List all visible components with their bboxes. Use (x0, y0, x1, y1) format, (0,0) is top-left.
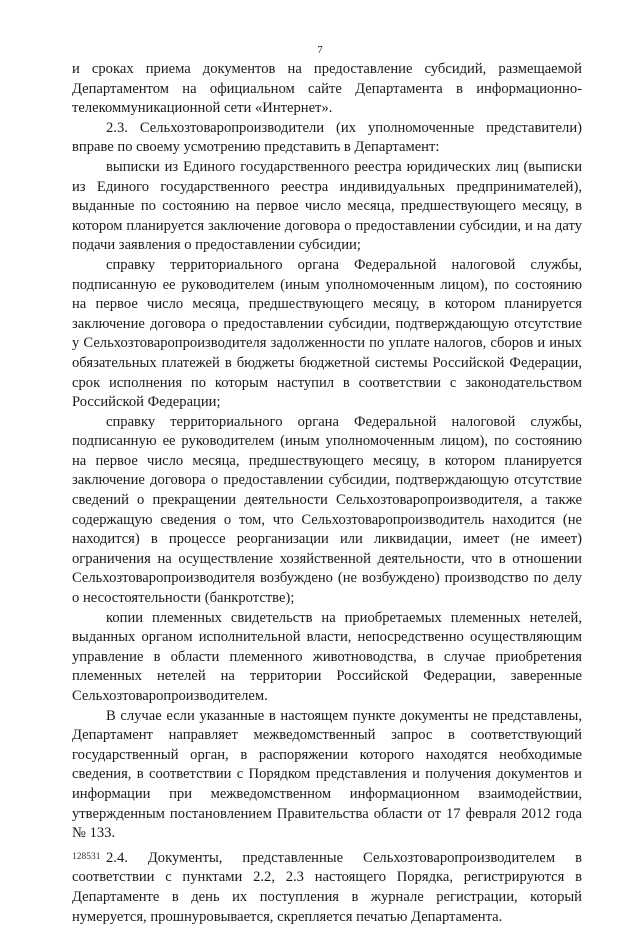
paragraph-2-3: 2.3. Сельхозтоваропроизводители (их уполномоченные представители) вправе по своему усмотрению представить в Департамент: (72, 119, 582, 156)
paragraph-continuation: и сроках приема документов на предоставление субсидий, размещаемой Департаментом на официальном сайте Департамента в информационно-телекоммуникационной сети «Интернет». (72, 61, 582, 117)
paragraph-tax-certificate-activity: справку территориального органа Федеральной налоговой службы, подписанную ее руководителем (иным уполномоченным лицом), по состоянию на первое число месяца, предшествующего месяцу, в котором планируется заключение договора о предоставлении субсидии, подтверждающую отсутствие сведений о прекращении деятельности Сельхозтоваропроизводителя, а также содержащую сведения о том, что Сельхозтоваропроизводитель находится (не находится) в процессе реорганизации или ликвидации, имеет (не имеет) ограничения на осуществление хозяйственной деятельности, что в отношении Сельхозтоваропроизводителя возбуждено (не возбуждено) производство по делу о несостоятельности (банкротстве); (72, 413, 582, 607)
paragraph-egrul-extract: выписки из Единого государственного реестра юридических лиц (выписки из Единого государственного реестра индивидуальных предпринимателей), выданные по состоянию на первое число месяца, предшествующего месяцу, в котором планируется заключение договора о предоставлении субсидии, и на дату подачи заявления о предоставлении субсидии; (72, 158, 582, 254)
paragraph-tax-certificate-debt: справку территориального органа Федеральной налоговой службы, подписанную ее руководителем (иным уполномоченным лицом), по состоянию на первое число месяца, предшествующего месяцу, в котором планируется заключение договора о предоставлении субсидии, подтверждающую отсутствие у Сельхозтоваропроизводителя задолженности по уплате налогов, сборов и иных обязательных платежей в бюджеты бюджетной системы Российской Федерации, срок исполнения по которым наступил в соответствии с законодательством Российской Федерации; (72, 256, 582, 411)
page-number: 7 (317, 44, 323, 56)
document-body (72, 60, 582, 927)
paragraph-2-4: 2.4. Документы, представленные Сельхозтоваропроизводителем в соответствии с пунктами 2.2, 2.3 настоящего Порядка, регистрируются в Департаменте в день их поступления в журнале регистрации, который нумеруется, прошнуровывается, скрепляется печатью Департамента. (72, 849, 582, 925)
paragraph-breeding-certificates: копии племенных свидетельств на приобретаемых племенных нетелей, выданных органом исполнительной власти, непосредственно осуществляющим управление в области племенного животноводства, в случае приобретения племенных нетелей на территории Российской Федерации, заверенные Сельхозтоваропроизводителем. (72, 609, 582, 704)
document-code: 128531 (72, 852, 101, 862)
paragraph-interagency-request: В случае если указанные в настоящем пункте документы не представлены, Департамент направляет межведомственный запрос в соответствующий государственный орган, в распоряжении которого находятся необходимые сведения, в соответствии с Порядком представления и получения документов и информации при межведомственном информационном взаимодействии, утвержденным постановлением Правительства области от 17 февраля 2012 года № 133. (72, 707, 582, 842)
